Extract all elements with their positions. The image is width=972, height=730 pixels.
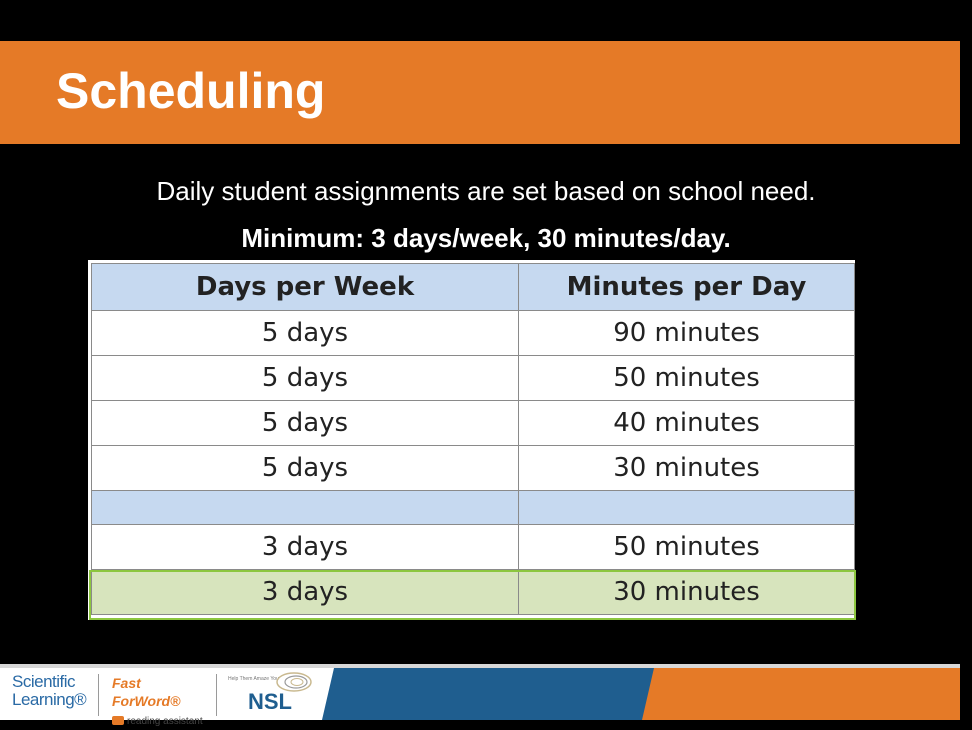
schedule-table-container	[88, 260, 855, 620]
header-minutes-per-day: Minutes per Day	[519, 264, 855, 311]
table-row	[92, 525, 855, 570]
slide-subtitle: Daily student assignments are set based on school need.	[156, 176, 816, 206]
slide-title: Scheduling	[56, 63, 326, 119]
days-cell: 3 days	[92, 525, 519, 570]
minutes-cell: 50 minutes	[519, 356, 855, 401]
logo-divider	[98, 674, 99, 716]
reading-assistant-label	[112, 714, 212, 730]
reading-assistant-text: reading assistant	[127, 716, 203, 727]
minutes-cell: 40 minutes	[519, 401, 855, 446]
minimum-requirement: Minimum: 3 days/week, 30 minutes/day.	[241, 223, 731, 253]
minutes-cell: 50 minutes	[519, 525, 855, 570]
minutes-cell: 30 minutes	[519, 570, 855, 615]
table-row	[92, 311, 855, 356]
logo-text-line2: Learning®	[12, 690, 87, 709]
days-cell: 5 days	[92, 356, 519, 401]
days-cell: 5 days	[92, 311, 519, 356]
schedule-table	[91, 263, 855, 615]
reading-assistant-icon	[112, 716, 124, 725]
table-row	[92, 446, 855, 491]
nsl-text: NSL	[248, 689, 292, 714]
table-spacer-row	[92, 491, 855, 525]
days-cell: 5 days	[92, 401, 519, 446]
footer-rule	[0, 664, 960, 668]
logo-text-line1: Scientific	[12, 672, 76, 691]
minutes-cell: 30 minutes	[519, 446, 855, 491]
table-row	[92, 401, 855, 446]
table-header-row	[92, 264, 855, 311]
minutes-cell	[519, 491, 855, 525]
table-row	[92, 356, 855, 401]
fast-forword-logo	[112, 674, 212, 730]
days-cell	[92, 491, 519, 525]
footer-bar	[0, 664, 960, 727]
title-bar	[0, 41, 960, 144]
table-row-highlighted	[92, 570, 855, 615]
footer-orange-band	[642, 668, 960, 720]
footer-blue-band	[322, 668, 662, 720]
nsl-logo	[228, 670, 314, 718]
scientific-learning-logo	[12, 673, 92, 709]
nsl-tagline: Help Them Amaze You	[228, 676, 279, 682]
header-days-per-week: Days per Week	[92, 264, 519, 311]
logo-divider	[216, 674, 217, 716]
days-cell: 5 days	[92, 446, 519, 491]
days-cell: 3 days	[92, 570, 519, 615]
minutes-cell: 90 minutes	[519, 311, 855, 356]
fast-forword-text: Fast ForWord®	[112, 675, 181, 709]
